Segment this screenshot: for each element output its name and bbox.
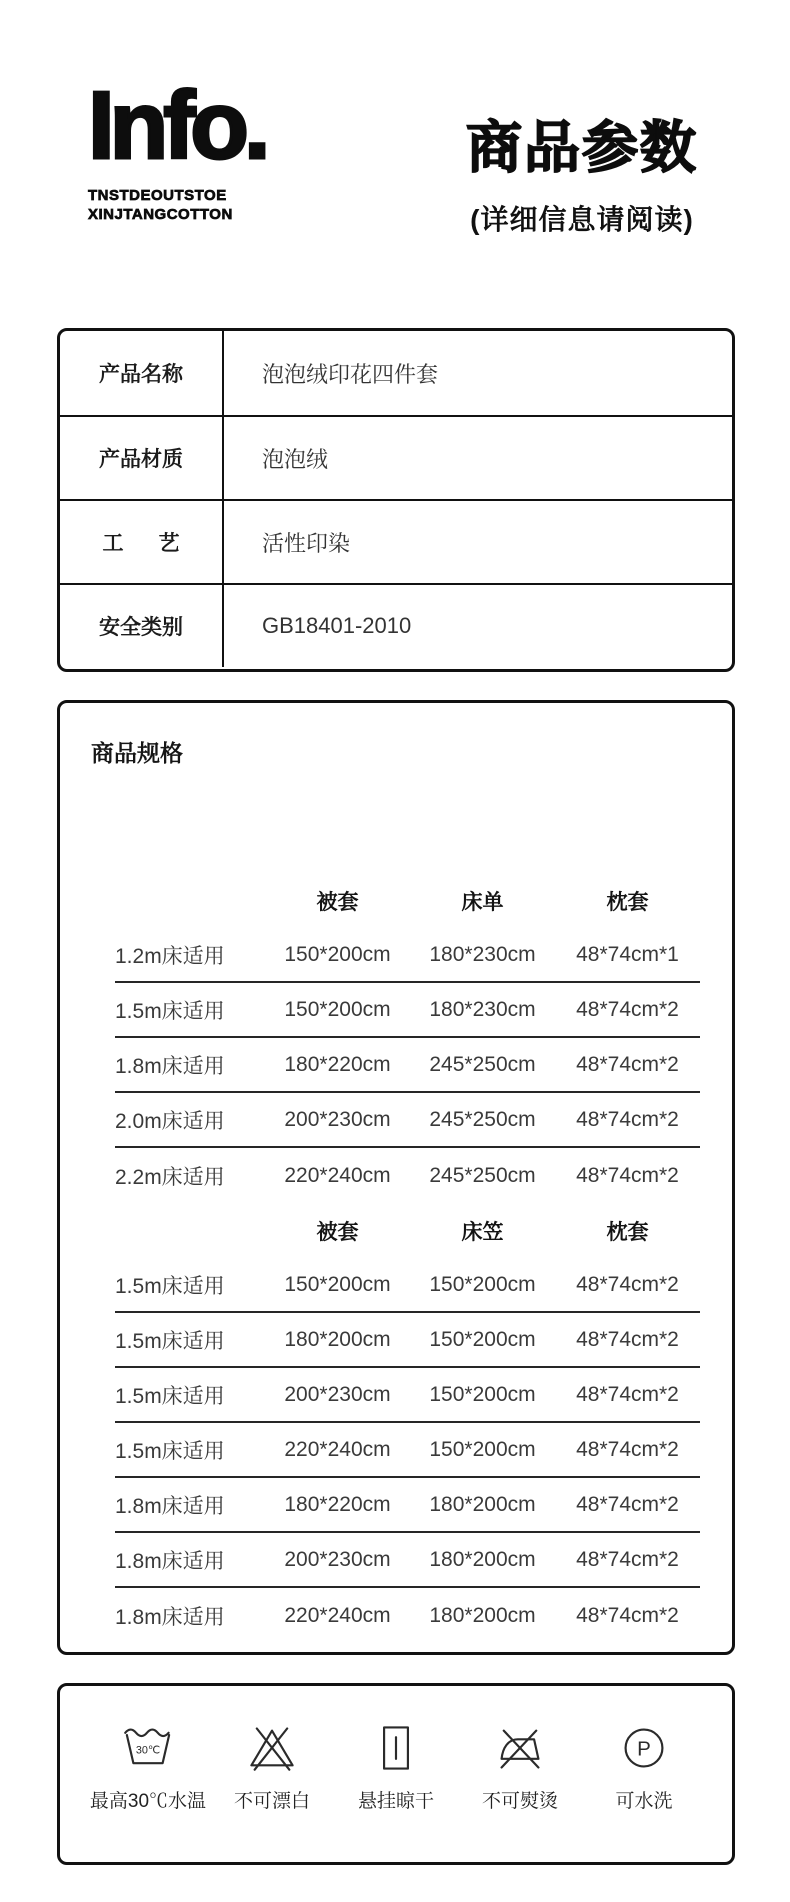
spec-cell: 1.5m床适用	[115, 999, 225, 1023]
spec-cell: 48*74cm*2	[576, 1492, 679, 1516]
svg-text:P: P	[637, 1737, 651, 1761]
care-label: 可水洗	[615, 1791, 673, 1812]
brand-tagline-line1: TNSTDEOUTSTOE	[88, 187, 227, 205]
spec-cell: 180*200cm	[429, 1547, 536, 1571]
no-iron-icon	[494, 1722, 546, 1774]
spec-cell: 48*74cm*2	[576, 1272, 679, 1296]
spec-cell: 48*74cm*2	[576, 1603, 679, 1627]
care-item-no-iron	[458, 1722, 582, 1813]
no-bleach-icon	[246, 1722, 298, 1774]
spec-cell: 1.5m床适用	[115, 1329, 225, 1353]
spec-row	[115, 1038, 700, 1093]
spec-header-sheet: 床单	[461, 890, 504, 914]
care-label: 最高30℃水温	[89, 1791, 207, 1812]
spec-cell: 180*220cm	[284, 1052, 391, 1076]
care-item-hang-dry	[334, 1722, 458, 1813]
spec-cell: 150*200cm	[429, 1382, 536, 1406]
spec-row	[115, 1148, 700, 1203]
care-item-no-bleach	[210, 1722, 334, 1813]
spec-row	[115, 1093, 700, 1148]
info-value: 泡泡绒	[224, 415, 732, 499]
spec-cell: 48*74cm*2	[576, 1437, 679, 1461]
care-label: 不可熨烫	[481, 1791, 558, 1812]
spec-header-duvet: 被套	[316, 1220, 359, 1244]
spec-cell: 245*250cm	[429, 1163, 536, 1187]
spec-cell: 245*250cm	[429, 1107, 536, 1131]
spec-header-row	[115, 873, 700, 928]
spec-cell: 48*74cm*2	[576, 1547, 679, 1571]
specs-box	[57, 700, 735, 1655]
info-value: 活性印染	[224, 499, 732, 583]
spec-cell: 48*74cm*1	[576, 942, 679, 966]
spec-row	[115, 1478, 700, 1533]
svg-text:30℃: 30℃	[135, 1744, 161, 1757]
hang-dry-icon	[370, 1722, 422, 1774]
info-label: 产品材质	[60, 415, 224, 499]
info-value: GB18401-2010	[224, 583, 732, 667]
care-item-wash-30	[86, 1722, 210, 1813]
spec-cell: 200*230cm	[284, 1382, 391, 1406]
care-instructions-box	[57, 1683, 735, 1865]
spec-cell: 200*230cm	[284, 1547, 391, 1571]
brand-logo: Info.	[88, 72, 266, 179]
info-label: 工 艺	[60, 499, 224, 583]
care-item-washable	[582, 1722, 706, 1813]
care-label: 不可漂白	[233, 1791, 310, 1812]
spec-header-fitted-sheet: 床笠	[461, 1220, 504, 1244]
spec-cell: 180*220cm	[284, 1492, 391, 1516]
info-label: 安全类别	[60, 583, 224, 667]
info-label: 产品名称	[60, 331, 224, 415]
page-subtitle: (详细信息请阅读)	[470, 204, 694, 235]
specs-table	[115, 873, 700, 1643]
spec-cell: 180*200cm	[429, 1603, 536, 1627]
circle-p-icon	[618, 1722, 670, 1774]
care-label: 悬挂晾干	[357, 1791, 434, 1812]
spec-cell: 220*240cm	[284, 1603, 391, 1627]
brand-block	[88, 72, 266, 225]
spec-cell: 150*200cm	[429, 1437, 536, 1461]
spec-cell: 1.5m床适用	[115, 1439, 225, 1463]
spec-cell: 180*230cm	[429, 997, 536, 1021]
header-title-block	[466, 104, 698, 238]
spec-row	[115, 1588, 700, 1643]
spec-cell: 48*74cm*2	[576, 1382, 679, 1406]
spec-cell: 150*200cm	[429, 1327, 536, 1351]
spec-row	[115, 1533, 700, 1588]
spec-cell: 180*230cm	[429, 942, 536, 966]
spec-cell: 1.5m床适用	[115, 1274, 225, 1298]
spec-row	[115, 1313, 700, 1368]
spec-cell: 1.8m床适用	[115, 1494, 225, 1518]
wash-30-icon	[122, 1722, 174, 1774]
spec-cell: 1.8m床适用	[115, 1549, 225, 1573]
spec-header-duvet: 被套	[316, 890, 359, 914]
spec-cell: 1.8m床适用	[115, 1605, 225, 1629]
spec-cell: 48*74cm*2	[576, 1107, 679, 1131]
spec-cell: 150*200cm	[284, 997, 391, 1021]
spec-row	[115, 928, 700, 983]
spec-cell: 2.0m床适用	[115, 1109, 225, 1133]
spec-cell: 220*240cm	[284, 1437, 391, 1461]
spec-cell: 180*200cm	[429, 1492, 536, 1516]
specs-title: 商品规格	[91, 740, 183, 766]
brand-tagline-line2: XINJTANGCOTTON	[88, 205, 233, 223]
spec-cell: 180*200cm	[284, 1327, 391, 1351]
spec-cell: 200*230cm	[284, 1107, 391, 1131]
spec-row	[115, 983, 700, 1038]
spec-cell: 1.5m床适用	[115, 1384, 225, 1408]
spec-cell: 245*250cm	[429, 1052, 536, 1076]
spec-cell: 48*74cm*2	[576, 1327, 679, 1351]
brand-tagline	[88, 187, 266, 225]
spec-cell: 48*74cm*2	[576, 997, 679, 1021]
spec-cell: 150*200cm	[284, 942, 391, 966]
spec-row	[115, 1258, 700, 1313]
info-value: 泡泡绒印花四件套	[262, 361, 439, 387]
spec-cell: 150*200cm	[429, 1272, 536, 1296]
product-info-table	[57, 328, 735, 672]
spec-row	[115, 1368, 700, 1423]
spec-cell: 150*200cm	[284, 1272, 391, 1296]
spec-header-row	[115, 1203, 700, 1258]
spec-cell: 1.2m床适用	[115, 944, 225, 968]
spec-cell: 1.8m床适用	[115, 1054, 225, 1078]
spec-cell: 48*74cm*2	[576, 1052, 679, 1076]
spec-header-pillow: 枕套	[606, 1220, 649, 1244]
spec-row	[115, 1423, 700, 1478]
spec-cell: 2.2m床适用	[115, 1165, 225, 1189]
page-title: 商品参数	[466, 116, 698, 179]
spec-header-pillow: 枕套	[606, 890, 649, 914]
spec-cell: 48*74cm*2	[576, 1163, 679, 1187]
spec-cell: 220*240cm	[284, 1163, 391, 1187]
